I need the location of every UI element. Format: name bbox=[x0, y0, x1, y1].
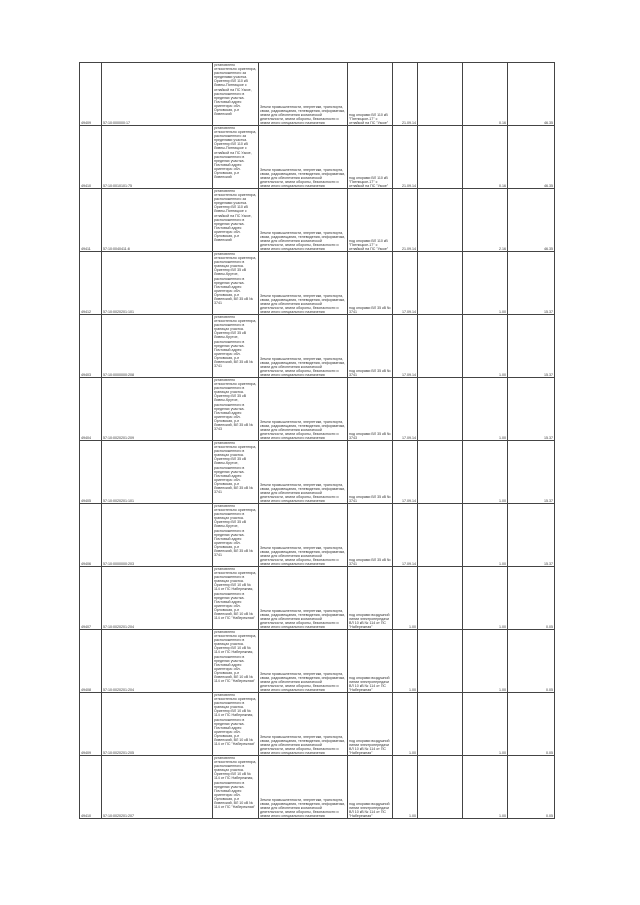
cell-number: 49407 bbox=[80, 567, 102, 630]
cell-permitted-use: под опорами воздушной линии электропередачи ВЛ 10 кВ № 114 от ПС "Набережная" bbox=[348, 630, 393, 693]
cell-empty bbox=[418, 315, 463, 378]
cell-cadastral-number: 57:10:0010101:75 bbox=[102, 126, 213, 189]
cell-value: 46.35 bbox=[508, 126, 555, 189]
cell-area: 1.00 bbox=[463, 441, 508, 504]
cell-land-category: Земли промышленности, энергетики, транспорта, связи, радиовещания, телевидения, информатики, земли для обеспечения космической деятельности, земли обороны, безопасности и земли иного специального назначения bbox=[259, 378, 348, 441]
cell-land-category: Земли промышленности, энергетики, транспорта, связи, радиовещания, телевидения, информатики, земли для обеспечения космической деятельности, земли обороны, безопасности и земли иного специального назначения bbox=[259, 126, 348, 189]
cell-location: установлено относительно ориентира, расположенного в границах участка. Ориентир ВЛ 35 кВ Ливны-Крутое, расположенного в пределах участка. Почтовый адрес ориентира: обл. Орловская, р-н Ливенский, ВЛ 35 кВ № 3741 bbox=[213, 252, 259, 315]
cell-land-category: Земли промышленности, энергетики, транспорта, связи, радиовещания, телевидения, информатики, земли для обеспечения космической деятельности, земли обороны, безопасности и земли иного специального назначения bbox=[259, 567, 348, 630]
cell-value: 15.37 bbox=[508, 252, 555, 315]
cell-area: 1.00 bbox=[463, 504, 508, 567]
cell-cadastral-number: 57:10:0020201:205 bbox=[102, 693, 213, 756]
cell-empty bbox=[418, 630, 463, 693]
cell-date: 21.09.14 bbox=[393, 63, 418, 126]
cell-date: 17.09.14 bbox=[393, 378, 418, 441]
cell-number: 49404 bbox=[80, 378, 102, 441]
cell-location: установлено относительно ориентира, расположенного в границах участка. Ориентир ВЛ 35 кВ Ливны-Крутое, расположенного в пределах участка. Почтовый адрес ориентира: обл. Орловская, р-н Ливенский, ВЛ 35 кВ № 3743 bbox=[213, 378, 259, 441]
cell-cadastral-number: 57:10:0040411:8 bbox=[102, 189, 213, 252]
cell-cadastral-number: 57:10:0020201:207 bbox=[102, 756, 213, 819]
cell-area: 1.00 bbox=[463, 567, 508, 630]
cell-empty bbox=[418, 126, 463, 189]
cell-number: 49408 bbox=[80, 630, 102, 693]
cell-empty bbox=[418, 441, 463, 504]
table-row bbox=[80, 567, 555, 630]
cell-location: установлено относительно ориентира, расположенного в границах участка. Ориентир ВЛ 10 кВ № 114 от ПС Набережная, расположенного в пределах участка. Почтовый адрес ориентира: обл. Орловская, р-н Ливенский, ВЛ 10 кВ № 114 от ПС "Набережная" bbox=[213, 756, 259, 819]
cell-permitted-use: под опорами ВЛ 35 кВ № 3743 bbox=[348, 378, 393, 441]
cell-date: 17.09.14 bbox=[393, 441, 418, 504]
cell-land-category: Земли промышленности, энергетики, транспорта, связи, радиовещания, телевидения, информатики, земли для обеспечения космической деятельности, земли обороны, безопасности и земли иного специального назначения bbox=[259, 189, 348, 252]
cell-land-category: Земли промышленности, энергетики, транспорта, связи, радиовещания, телевидения, информатики, земли для обеспечения космической деятельности, земли обороны, безопасности и земли иного специального назначения bbox=[259, 756, 348, 819]
cell-permitted-use: под опорами воздушной линии электропередачи ВЛ 10 кВ № 114 от ПС "Набережная" bbox=[348, 693, 393, 756]
cell-cadastral-number: 57:10:0020201:101 bbox=[102, 441, 213, 504]
table-row bbox=[80, 252, 555, 315]
cell-location: установлено относительно ориентира, расположенного за пределами участка. Ориентир ВЛ 110 кВ Ливны-Пятницкое с отпайкой на ПС Узкое, расположенного в пределах участка. Почтовый адрес ориентира: обл. Орловская, р-н Ливенский bbox=[213, 63, 259, 126]
cell-value: 15.37 bbox=[508, 315, 555, 378]
cell-date: 21.09.14 bbox=[393, 126, 418, 189]
table-row bbox=[80, 693, 555, 756]
cell-number: 49405 bbox=[80, 441, 102, 504]
cell-empty bbox=[418, 189, 463, 252]
cell-location: установлено относительно ориентира, расположенного в границах участка. Ориентир ВЛ 10 кВ № 114 от ПС Набережная, расположенного в пределах участка. Почтовый адрес ориентира: обл. Орловская, р-н Ливенский, ВЛ 10 кВ № 114 от ПС "Набережная" bbox=[213, 693, 259, 756]
cell-date: 17.09.14 bbox=[393, 504, 418, 567]
cell-value: 0.05 bbox=[508, 693, 555, 756]
cell-value: 15.37 bbox=[508, 441, 555, 504]
cell-permitted-use: под опорами ВЛ 35 кВ № 3741 bbox=[348, 252, 393, 315]
cell-number: 49410 bbox=[80, 126, 102, 189]
cell-number: 49411 bbox=[80, 189, 102, 252]
cell-permitted-use: под опорами ВЛ 35 кВ № 3741 bbox=[348, 441, 393, 504]
cell-date: 1.00 bbox=[393, 756, 418, 819]
cell-number: 49403 bbox=[80, 315, 102, 378]
cell-location: установлено относительно ориентира, расположенного в границах участка. Ориентир ВЛ 35 кВ Ливны-Крутое, расположенного в пределах участка. Почтовый адрес ориентира: обл. Орловская, р-н Ливенский, ВЛ 35 кВ № 3741 bbox=[213, 504, 259, 567]
table-row bbox=[80, 441, 555, 504]
land-register-table bbox=[79, 62, 555, 819]
cell-location: установлено относительно ориентира, расположенного в границах участка. Ориентир ВЛ 10 кВ № 114 от ПС Набережная, расположенного в пределах участка. Почтовый адрес ориентира: обл. Орловская, р-н Ливенский, ВЛ 10 кВ № 114 от ПС "Набережная" bbox=[213, 630, 259, 693]
cell-area: 0.16 bbox=[463, 63, 508, 126]
cell-area: 1.00 bbox=[463, 630, 508, 693]
cell-value: 0.05 bbox=[508, 756, 555, 819]
cell-date: 17.09.14 bbox=[393, 252, 418, 315]
cell-permitted-use: под опорами ВЛ 35 кВ № 3741 bbox=[348, 315, 393, 378]
cell-cadastral-number: 57:10:0000000:203 bbox=[102, 504, 213, 567]
table-row bbox=[80, 756, 555, 819]
cell-number: 49406 bbox=[80, 504, 102, 567]
cell-permitted-use: под опорами ВЛ 110 кВ "Пятницкое-17" с отпайкой на ПС "Узкое" bbox=[348, 126, 393, 189]
table-row bbox=[80, 378, 555, 441]
cell-empty bbox=[418, 504, 463, 567]
cell-cadastral-number: 57:10:0000000:208 bbox=[102, 315, 213, 378]
cell-date: 17.09.14 bbox=[393, 315, 418, 378]
table-row bbox=[80, 315, 555, 378]
cell-date: 1.00 bbox=[393, 630, 418, 693]
cell-empty bbox=[418, 63, 463, 126]
table-row bbox=[80, 63, 555, 126]
table-row bbox=[80, 630, 555, 693]
cell-area: 1.00 bbox=[463, 756, 508, 819]
cell-land-category: Земли промышленности, энергетики, транспорта, связи, радиовещания, телевидения, информатики, земли для обеспечения космической деятельности, земли обороны, безопасности и земли иного специального назначения bbox=[259, 252, 348, 315]
table-row bbox=[80, 126, 555, 189]
cell-empty bbox=[418, 378, 463, 441]
cell-area: 1.00 bbox=[463, 693, 508, 756]
cell-date: 1.00 bbox=[393, 567, 418, 630]
cell-permitted-use: под опорами ВЛ 35 кВ № 3741 bbox=[348, 504, 393, 567]
cell-land-category: Земли промышленности, энергетики, транспорта, связи, радиовещания, телевидения, информатики, земли для обеспечения космической деятельности, земли обороны, безопасности и земли иного специального назначения bbox=[259, 504, 348, 567]
cell-location: установлено относительно ориентира, расположенного в границах участка. Ориентир ВЛ 35 кВ Ливны-Крутое, расположенного в пределах участка. Почтовый адрес ориентира: обл. Орловская, р-н Ливенский, ВЛ 35 кВ № 3741 bbox=[213, 315, 259, 378]
cell-cadastral-number: 57:10:0020201:204 bbox=[102, 567, 213, 630]
table-body bbox=[80, 63, 555, 819]
cell-value: 46.35 bbox=[508, 189, 555, 252]
cell-location: установлено относительно ориентира, расположенного за пределами участка. Ориентир ВЛ 110 кВ Ливны-Пятницкое с отпайкой на ПС Узкое, расположенного в пределах участка. Почтовый адрес ориентира: обл. Орловская, р-н Ливенский bbox=[213, 126, 259, 189]
cell-date: 1.00 bbox=[393, 693, 418, 756]
cell-value: 0.05 bbox=[508, 567, 555, 630]
cell-land-category: Земли промышленности, энергетики, транспорта, связи, радиовещания, телевидения, информатики, земли для обеспечения космической деятельности, земли обороны, безопасности и земли иного специального назначения bbox=[259, 693, 348, 756]
cell-number: 49410 bbox=[80, 756, 102, 819]
cell-land-category: Земли промышленности, энергетики, транспорта, связи, радиовещания, телевидения, информатики, земли для обеспечения космической деятельности, земли обороны, безопасности и земли иного специального назначения bbox=[259, 63, 348, 126]
cell-area: 2.16 bbox=[463, 189, 508, 252]
cell-empty bbox=[418, 756, 463, 819]
cell-permitted-use: под опорами ВЛ 110 кВ "Пятницкое-17" с отпайкой на ПС "Узкое" bbox=[348, 189, 393, 252]
cell-area: 1.00 bbox=[463, 378, 508, 441]
cell-empty bbox=[418, 567, 463, 630]
cell-land-category: Земли промышленности, энергетики, транспорта, связи, радиовещания, телевидения, информатики, земли для обеспечения космической деятельности, земли обороны, безопасности и земли иного специального назначения bbox=[259, 630, 348, 693]
cell-cadastral-number: 57:10:000000:17 bbox=[102, 63, 213, 126]
cell-permitted-use: под опорами ВЛ 110 кВ "Пятницкое-17" с отпайкой на ПС "Узкое" bbox=[348, 63, 393, 126]
cell-date: 21.09.14 bbox=[393, 189, 418, 252]
cell-land-category: Земли промышленности, энергетики, транспорта, связи, радиовещания, телевидения, информатики, земли для обеспечения космической деятельности, земли обороны, безопасности и земли иного специального назначения bbox=[259, 441, 348, 504]
cell-land-category: Земли промышленности, энергетики, транспорта, связи, радиовещания, телевидения, информатики, земли для обеспечения космической деятельности, земли обороны, безопасности и земли иного специального назначения bbox=[259, 315, 348, 378]
cell-location: установлено относительно ориентира, расположенного в границах участка. Ориентир ВЛ 35 кВ Ливны-Крутое, расположенного в пределах участка. Почтовый адрес ориентира: обл. Орловская, р-н Ливенский, ВЛ 35 кВ № 3741 bbox=[213, 441, 259, 504]
cell-cadastral-number: 57:10:0020201:209 bbox=[102, 378, 213, 441]
cell-empty bbox=[418, 693, 463, 756]
cell-location: установлено относительно ориентира, расположенного в границах участка. Ориентир ВЛ 10 кВ № 114 от ПС Набережная, расположенного в пределах участка. Почтовый адрес ориентира: обл. Орловская, р-н Ливенский, ВЛ 10 кВ № 114 от ПС "Набережная" bbox=[213, 567, 259, 630]
cell-area: 1.00 bbox=[463, 252, 508, 315]
cell-cadastral-number: 57:10:0020201:101 bbox=[102, 252, 213, 315]
cell-value: 46.35 bbox=[508, 63, 555, 126]
cell-permitted-use: под опорами воздушной линии электропередачи ВЛ 10 кВ № 114 от ПС "Набережная" bbox=[348, 756, 393, 819]
table-row bbox=[80, 189, 555, 252]
cell-value: 0.05 bbox=[508, 630, 555, 693]
cell-number: 49412 bbox=[80, 252, 102, 315]
cell-cadastral-number: 57:10:0020201:204 bbox=[102, 630, 213, 693]
cell-area: 1.00 bbox=[463, 315, 508, 378]
cell-permitted-use: под опорами воздушной линии электропередачи ВЛ 10 кВ № 114 от ПС "Набережная" bbox=[348, 567, 393, 630]
cell-value: 15.37 bbox=[508, 504, 555, 567]
cell-number: 49409 bbox=[80, 693, 102, 756]
cell-area: 0.16 bbox=[463, 126, 508, 189]
cell-value: 15.37 bbox=[508, 378, 555, 441]
table-row bbox=[80, 504, 555, 567]
cell-number: 49409 bbox=[80, 63, 102, 126]
cell-empty bbox=[418, 252, 463, 315]
cell-location: установлено относительно ориентира, расположенного за пределами участка. Ориентир ВЛ 110 кВ Ливны-Пятницкое с отпайкой на ПС Узкое, расположенного в пределах участка. Почтовый адрес ориентира: обл. Орловская, р-н Ливенский bbox=[213, 189, 259, 252]
